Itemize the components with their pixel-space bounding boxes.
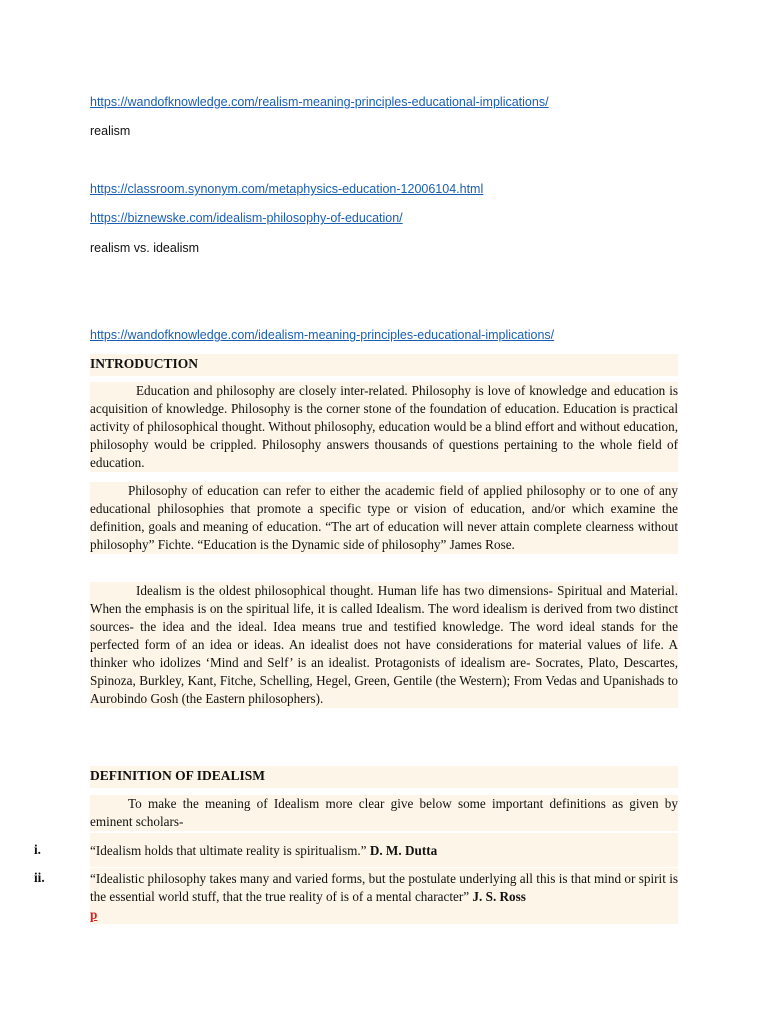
link-realism-wandofknowledge[interactable]: https://wandofknowledge.com/realism-meaning-principles-educational-implications/ <box>90 95 549 109</box>
definition-intro: To make the meaning of Idealism more clear give below some important definitions as given by eminent scholars- <box>90 796 678 829</box>
definition-item-1 <box>90 833 678 867</box>
note-realism: realism <box>90 124 131 138</box>
definition-quote-2: “Idealistic philosophy takes many and varied forms, but the postulate underlying all this is that mind or spirit is the essential world stuff, that the true reality of is of a mental character” <box>90 871 678 904</box>
list-number-i: i. <box>34 842 41 857</box>
note-realism-vs-idealism: realism vs. idealism <box>90 241 200 255</box>
list-number-ii: ii. <box>34 870 45 885</box>
definition-author-1: D. M. Dutta <box>369 843 438 858</box>
trailing-mark: p <box>90 907 98 922</box>
introduction-paragraph-2: Philosophy of education can refer to either the academic field of applied philosophy or to one of any educational philosophies that promote a specific type or vision of education, and/or which examine the definition, goals and meaning of education. “The art of education will never attain complete clearness without philosophy” Fichte. “Education is the Dynamic side of philosophy” James Rose. <box>90 483 678 552</box>
introduction-paragraph-1: Education and philosophy are closely inter-related. Philosophy is love of knowledge and education is acquisition of knowledge. Philosophy is the corner stone of the foundation of education. Education is practical activity of philosophical thought. Without philosophy, education would be a blind effort and without education, philosophy would be crippled. Philosophy answers thousands of questions pertaining to the whole field of education. <box>90 383 678 470</box>
introduction-heading: INTRODUCTION <box>90 354 678 376</box>
link-classroom-synonym[interactable]: https://classroom.synonym.com/metaphysics-education-12006104.html <box>90 182 484 196</box>
definition-heading: DEFINITION OF IDEALISM <box>90 766 678 788</box>
introduction-paragraph-3: Idealism is the oldest philosophical thought. Human life has two dimensions- Spiritual and Material. When the emphasis is on the spiritual life, it is called Idealism. The word idealism is derived from two distinct sources- the idea and the ideal. Idea means true and testified knowledge. The word ideal stands for the perfected form of an idea or ideas. An idealist does not have considerations for material values of life. A thinker who idolizes ‘Mind and Self’ is an idealist. Protagonists of idealism are- Socrates, Plato, Descartes, Spinoza, Burkley, Kant, Fitche, Schelling, Hegel, Green, Gentile (the Western); From Vedas and Upanishads to Aurobindo Gosh (the Eastern philosophers). <box>90 583 678 706</box>
link-biznewske[interactable]: https://biznewske.com/idealism-philosophy-of-education/ <box>90 211 403 225</box>
definition-item-2 <box>90 868 678 924</box>
definition-author-2: J. S. Ross <box>472 889 526 904</box>
link-idealism-wandofknowledge[interactable]: https://wandofknowledge.com/idealism-meaning-principles-educational-implications/ <box>90 328 555 342</box>
definition-quote-1: “Idealism holds that ultimate reality is spiritualism.” <box>90 843 367 858</box>
